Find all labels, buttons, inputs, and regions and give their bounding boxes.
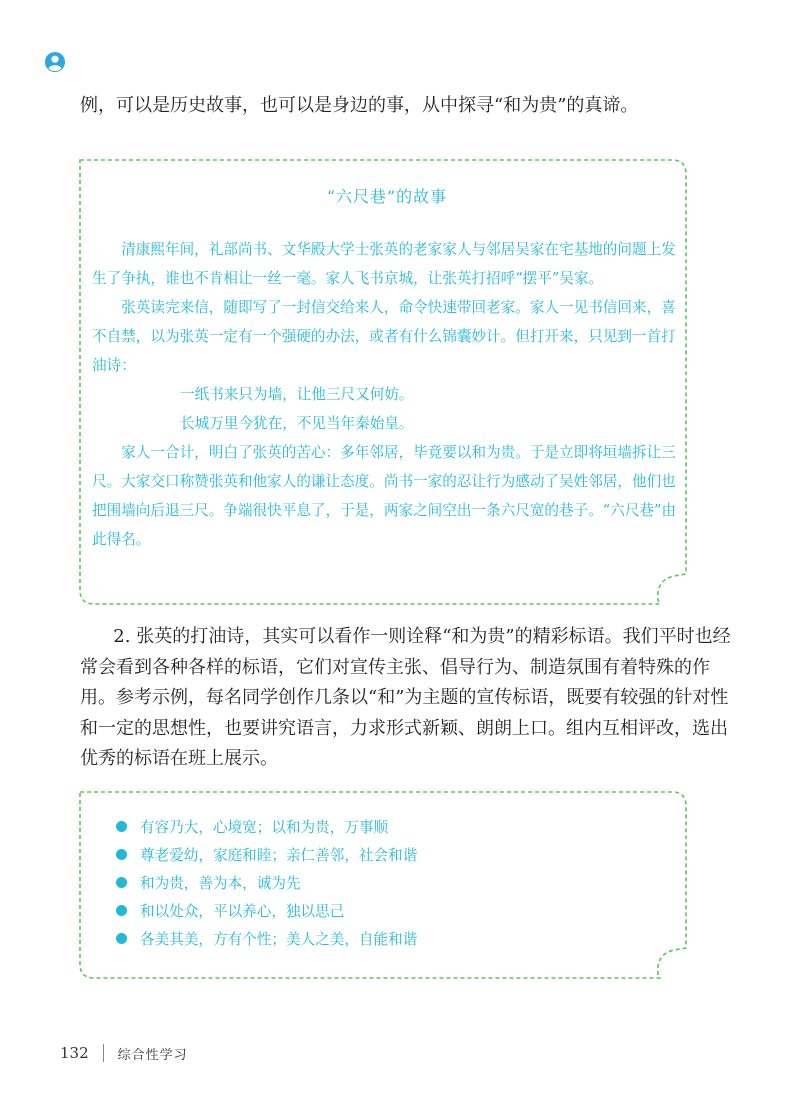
slogan-item: [116, 924, 656, 952]
page-number: 132: [60, 1044, 89, 1062]
slogan-item: [116, 896, 656, 924]
story-title: “六尺巷”的故事: [326, 187, 448, 206]
slogan-text: 有容乃大，心境宽；以和为贵，万事顺: [140, 818, 389, 836]
bullet-dot-icon: [116, 877, 127, 888]
slogan-text: 和为贵，善为本，诚为先: [140, 874, 301, 892]
story-paragraph: 清康熙年间，礼部尚书、文华殿大学士张英的老家家人与邻居吴家在宅基地的问题上发生了争执，谁也不肯相让一丝一毫。家人飞书京城，让张英打招呼“摆平”吴家。: [92, 241, 676, 287]
slogan-item: [116, 840, 656, 868]
story-paragraph: 家人一合计，明白了张英的苦心：多年邻居，毕竟要以和为贵。于是立即将垣墙拆让三尺。大家交口称赞张英和他家人的谦让态度。尚书一家的忍让行为感动了吴姓邻居，他们也把围墙向后退三尺。争端很快平息了，于是，两家之间空出一条六尺宽的巷子。“六尺巷”由此得名。: [92, 444, 677, 548]
footer-divider: [103, 1044, 104, 1062]
slogan-item: [116, 812, 656, 840]
poem-line: 一纸书来只为墙，让他三尺又何妨。: [180, 386, 414, 403]
page-footer: [60, 1041, 188, 1065]
bullet-dot-icon: [116, 933, 127, 944]
slogan-text: 尊老爱幼，家庭和睦；亲仁善邻，社会和谐: [140, 846, 418, 864]
slogan-text: 各美其美，方有个性；美人之美，自能和谐: [140, 930, 418, 948]
section-name: 综合性学习: [117, 1047, 188, 1063]
bullet-dot-icon: [116, 905, 127, 916]
story-paragraph: 张英读完来信，随即写了一封信交给来人，命令快速带回老家。家人一见书信回来，喜不自禁，以为张英一定有一个强硬的办法，或者有什么锦囊妙计。但打开来，只见到一首打油诗：: [92, 299, 676, 374]
task2-paragraph: 2. 张英的打油诗，其实可以看作一则诠释“和为贵”的精彩标语。我们平时也经常会看到各种各样的标语，它们对宣传主张、倡导行为、制造氛围有着特殊的作用。参考示例，每名同学创作几条以“和”为主题的宣传标语，既要有较强的针对性和一定的思想性，也要讲究语言，力求形式新颖、朗朗上口。组内互相评改，选出优秀的标语在班上展示。: [80, 626, 731, 769]
story-body: [92, 235, 682, 554]
slogan-list: [116, 812, 656, 952]
bullet-dot-icon: [116, 849, 127, 860]
bullet-dot-icon: [116, 821, 127, 832]
slogan-item: [116, 868, 656, 896]
intro-paragraph: 例，可以是历史故事，也可以是身边的事，从中探寻“和为贵”的真谛。: [80, 95, 639, 116]
poem-line: 长城万里今犹在，不见当年秦始皇。: [180, 415, 414, 432]
story-box: [92, 164, 682, 604]
user-icon: [44, 51, 66, 73]
slogan-text: 和以处众，平以养心，独以思己: [140, 902, 345, 920]
